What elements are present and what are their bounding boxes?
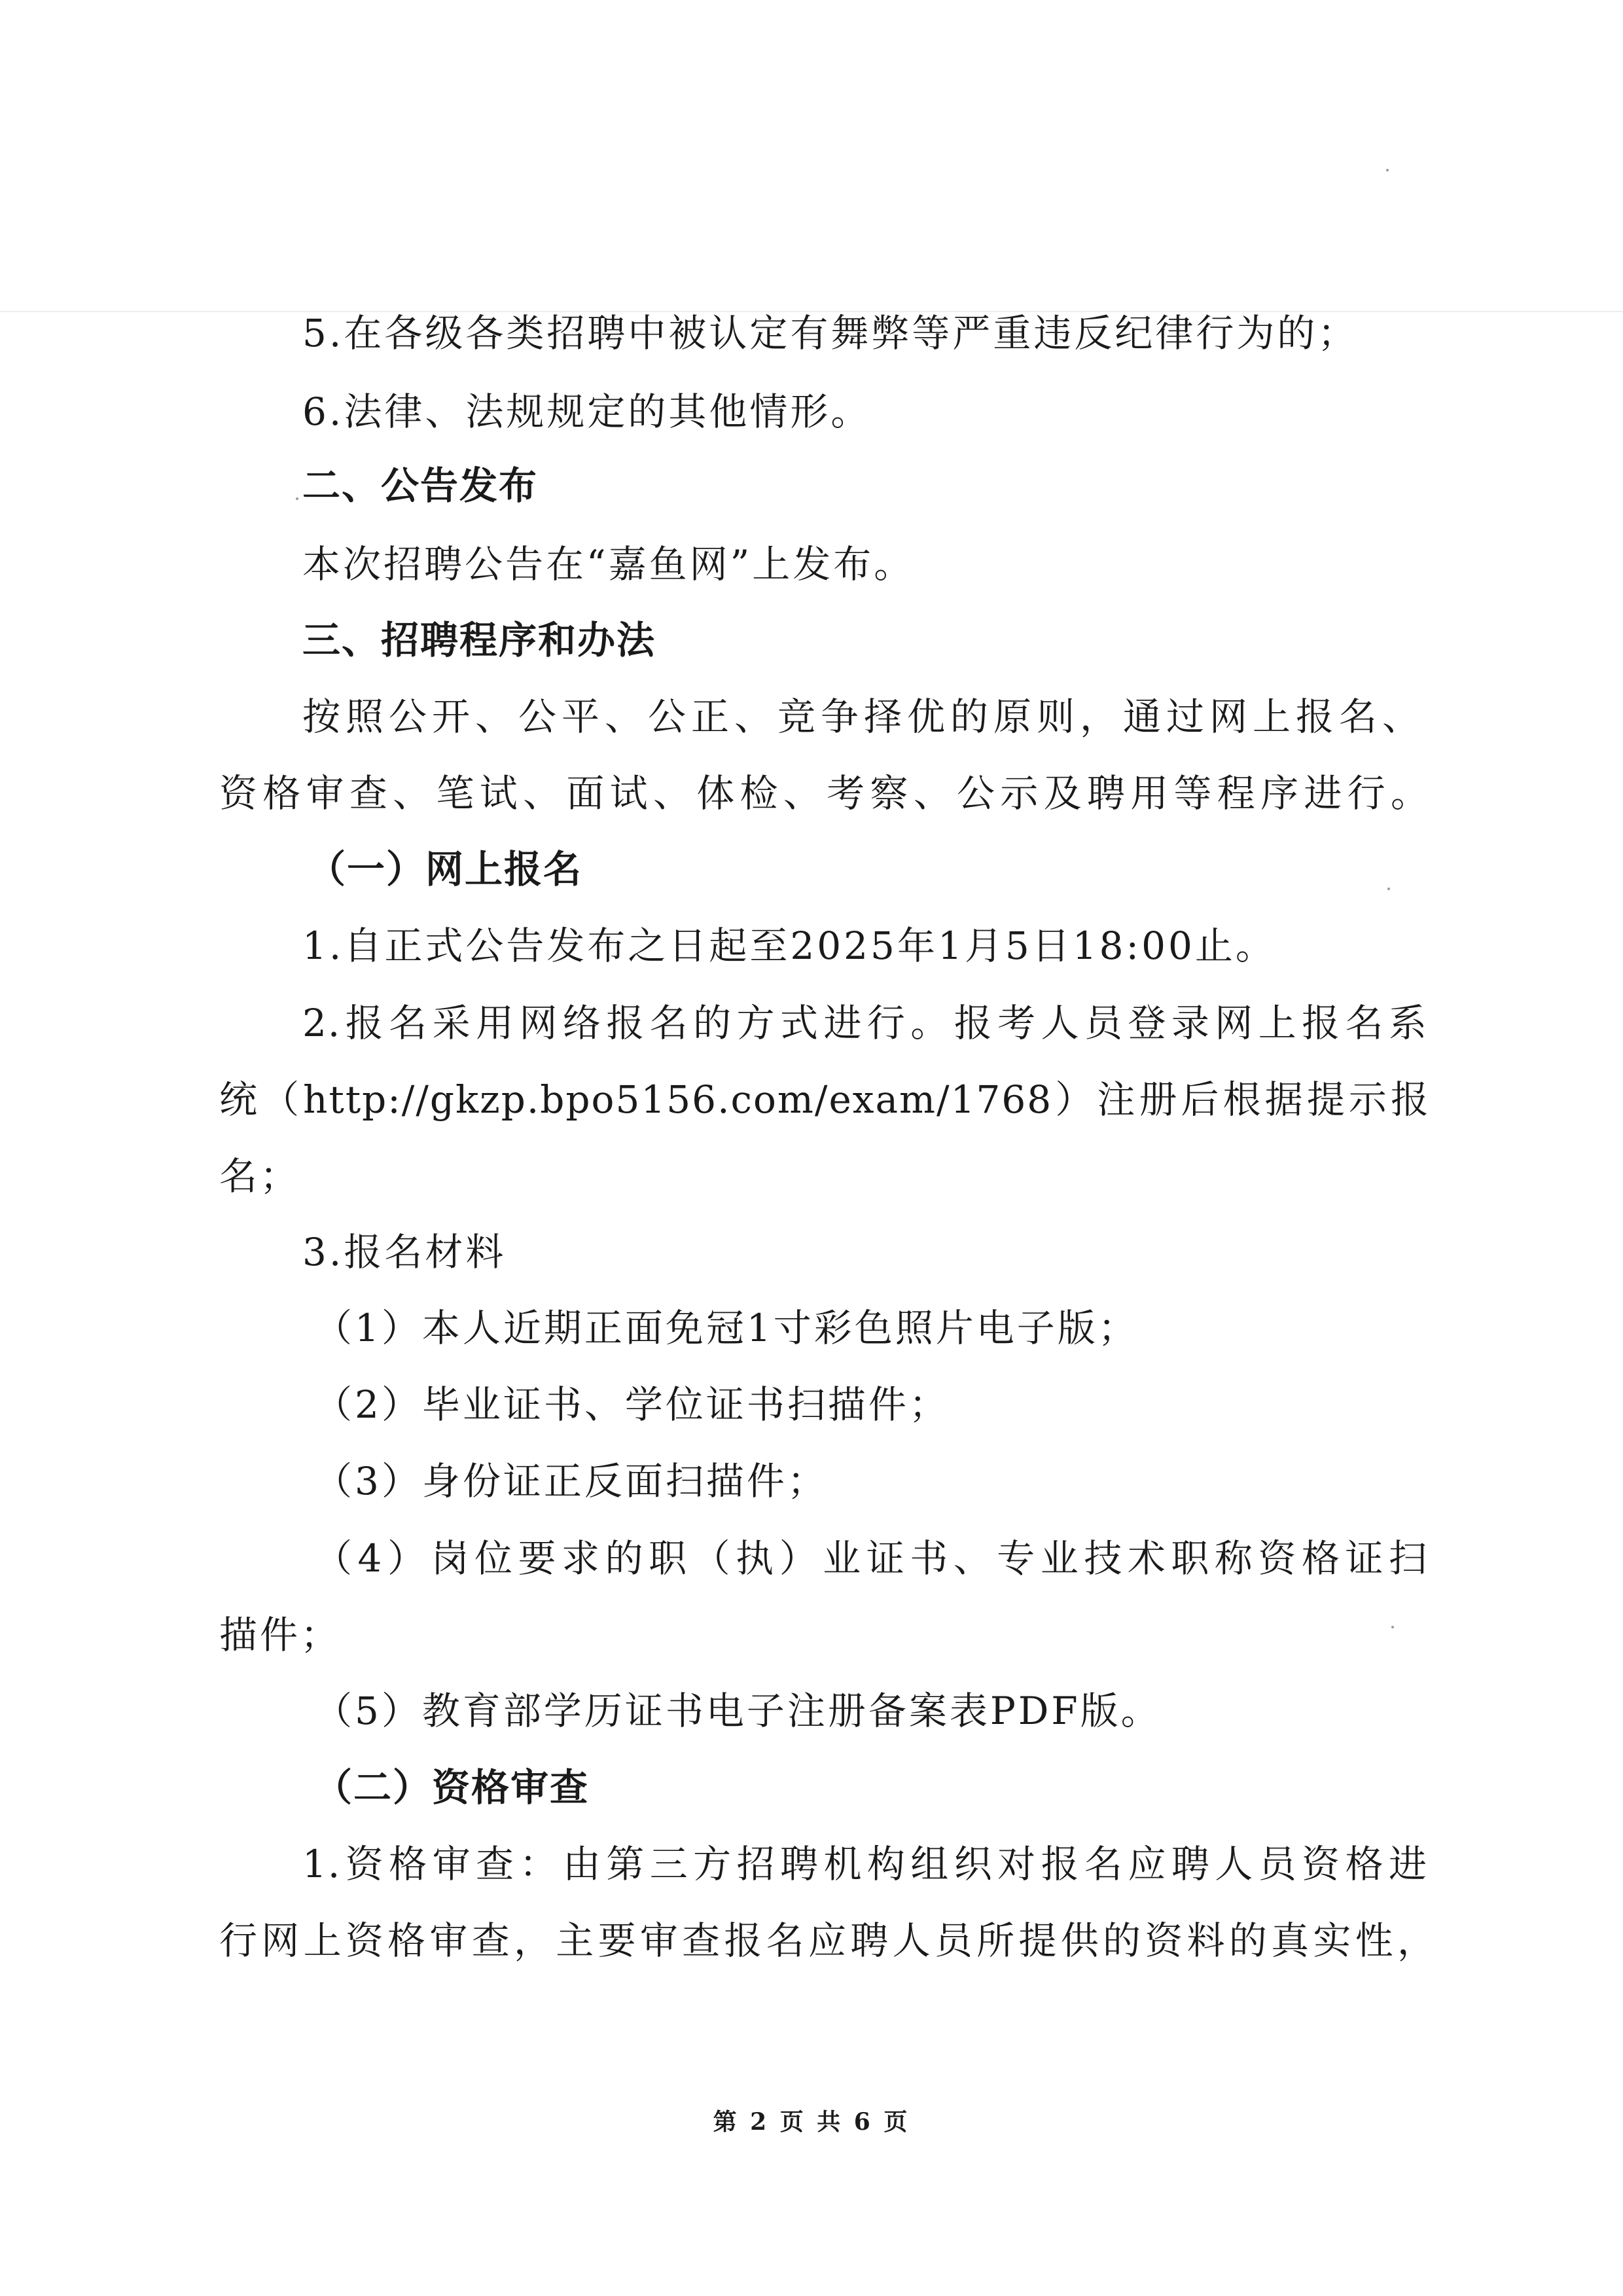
body-line xyxy=(0,1609,1623,1661)
body-line xyxy=(0,1378,1623,1431)
body-line xyxy=(0,691,1623,743)
body-text: 2.报名采用网络报名的方式进行。报考人员登录网上报名系 xyxy=(302,1001,1428,1045)
body-line xyxy=(0,1914,1623,1967)
body-line xyxy=(0,1226,1623,1278)
body-line xyxy=(0,1150,1623,1202)
heading-text: （一）网上报名 xyxy=(308,847,583,891)
body-line xyxy=(0,1302,1623,1354)
body-line xyxy=(0,1685,1623,1737)
subsection-heading xyxy=(0,843,1623,895)
page-number-footer: 第 2 页 共 6 页 xyxy=(713,2108,910,2136)
body-text: 行网上资格审查，主要审查报名应聘人员所提供的资料的真实性， xyxy=(219,1918,1436,1963)
body-line xyxy=(0,307,1623,359)
body-text: （5）教育部学历证书电子注册备案表PDF版。 xyxy=(314,1689,1162,1733)
body-line xyxy=(0,1073,1623,1126)
body-line xyxy=(0,997,1623,1049)
body-text: （1）本人近期正面免冠1寸彩色照片电子版； xyxy=(314,1306,1139,1350)
subsection-heading xyxy=(0,1761,1623,1814)
body-text: 按照公开、公平、公正、竞争择优的原则，通过网上报名、 xyxy=(302,694,1421,739)
body-text: 资格审查、笔试、面试、体检、考察、公示及聘用等程序进行。 xyxy=(219,771,1430,816)
section-heading xyxy=(0,614,1623,666)
heading-text: （二）资格审查 xyxy=(314,1765,590,1810)
body-text: 名； xyxy=(219,1154,301,1198)
body-text: 6.法律、法规规定的其他情形。 xyxy=(302,389,872,434)
body-line xyxy=(0,386,1623,438)
scan-speck xyxy=(1386,169,1389,171)
body-text: 统（http://gkzp.bpo5156.com/exam/1768）注册后根据提示报 xyxy=(219,1077,1430,1122)
body-text: （2）毕业证书、学位证书扫描件； xyxy=(314,1382,950,1427)
body-text: 描件； xyxy=(219,1613,342,1657)
body-text: 1.自正式公告发布之日起至2025年1月5日18:00止。 xyxy=(302,924,1276,968)
body-text: （3）身份证正反面扫描件； xyxy=(314,1459,828,1503)
body-text: 3.报名材料 xyxy=(302,1230,507,1274)
body-text: 本次招聘公告在“嘉鱼网”上发布。 xyxy=(302,542,915,586)
heading-text: 三、招聘程序和办法 xyxy=(302,618,656,662)
body-line xyxy=(0,1838,1623,1890)
body-line xyxy=(0,767,1623,819)
body-line xyxy=(0,1455,1623,1507)
body-text: 5.在各级各类招聘中被认定有舞弊等严重违反纪律行为的； xyxy=(302,311,1359,355)
body-line xyxy=(0,920,1623,972)
body-text: 1.资格审查：由第三方招聘机构组织对报名应聘人员资格进 xyxy=(302,1842,1428,1886)
section-heading xyxy=(0,459,1623,512)
body-text: （4）岗位要求的职（执）业证书、专业技术职称资格证扫 xyxy=(314,1536,1428,1581)
heading-text: 二、公告发布 xyxy=(302,463,539,508)
body-line xyxy=(0,1532,1623,1585)
body-line xyxy=(0,538,1623,590)
